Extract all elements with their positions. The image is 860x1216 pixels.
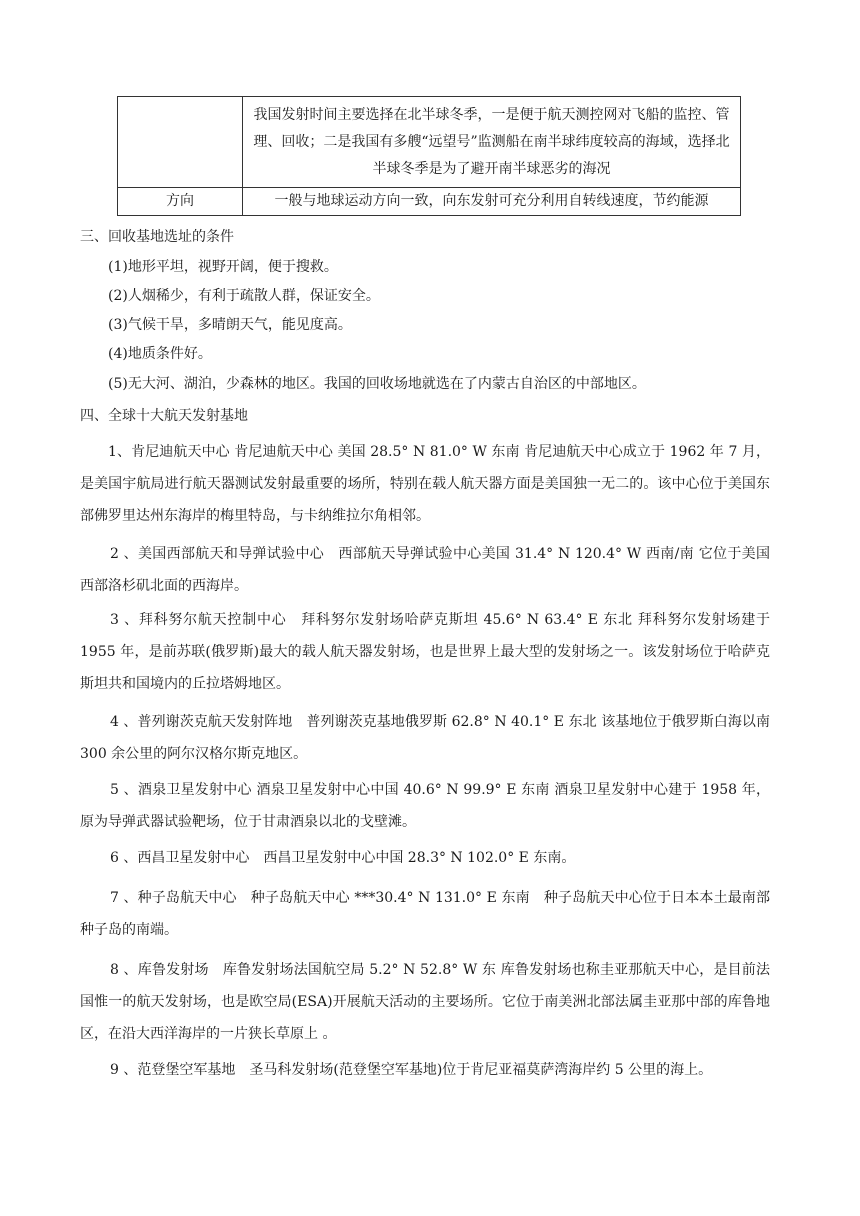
table-cell-empty (118, 97, 243, 188)
launch-base-paragraph: 7 、种子岛航天中心 种子岛航天中心 ***30.4° N 131.0° E 东南 种子岛航天中心位于日本本土最南部种子岛的南端。 (80, 890, 770, 938)
table-row (118, 188, 741, 216)
launch-base-paragraph: 5 、酒泉卫星发射中心 酒泉卫星发射中心中国 40.6° N 99.9° E 东南 酒泉卫星发射中心建于 1958 年，原为导弹武器试验靶场，位于甘肃酒泉以北的戈壁滩。 (80, 782, 770, 830)
launch-base-paragraph: 9 、范登堡空军基地 圣马科发射场(范登堡空军基地)位于肯尼亚福莫萨湾海岸约 5 公里的海上。 (110, 1062, 713, 1078)
condition-item: (3)气候干旱，多晴朗天气，能见度高。 (108, 317, 352, 333)
table-cell-direction-label: 方向 (118, 188, 243, 216)
launch-base-paragraph: 2 、美国西部航天和导弹试验中心 西部航天导弹试验中心美国 31.4° N 120.4° W 西南/南 它位于美国西部洛杉矶北面的西海岸。 (80, 546, 770, 594)
launch-base-paragraph: 6 、西昌卫星发射中心 西昌卫星发射中心中国 28.3° N 102.0° E 东南。 (110, 850, 576, 866)
section3-heading: 三、回收基地选址的条件 (80, 229, 234, 245)
table-row (118, 97, 741, 188)
table-cell-direction: 一般与地球运动方向一致，向东发射可充分利用自转线速度，节约能源 (243, 188, 741, 216)
condition-item: (5)无大河、湖泊，少森林的地区。我国的回收场地就选在了内蒙古自治区的中部地区。 (108, 376, 646, 392)
condition-item: (1)地形平坦，视野开阔，便于搜救。 (108, 259, 338, 275)
launch-base-paragraph: 4 、普列谢茨克航天发射阵地 普列谢茨克基地俄罗斯 62.8° N 40.1° E 东北 该基地位于俄罗斯白海以南 300 余公里的阿尔汉格尔斯克地区。 (80, 714, 770, 762)
launch-base-paragraph: 8 、库鲁发射场 库鲁发射场法国航空局 5.2° N 52.8° W 东 库鲁发射场也称圭亚那航天中心，是目前法国惟一的航天发射场，也是欧空局(ESA)开展航天活动的主要场所。它位于南美洲北部法属圭亚那中部的库鲁地区，在沿大西洋海岸的一片狭长草原上 。 (80, 962, 770, 1042)
launch-base-paragraph: 3 、拜科努尔航天控制中心 拜科努尔发射场哈萨克斯坦 45.6° N 63.4° E 东北 拜科努尔发射场建于 1955 年，是前苏联(俄罗斯)最大的载人航天器发射场，也是世界上最大型的发射场之一。该发射场位于哈萨克斯坦共和国境内的丘拉塔姆地区。 (80, 612, 770, 692)
section4-heading: 四、全球十大航天发射基地 (80, 408, 248, 424)
condition-item: (2)人烟稀少，有利于疏散人群，保证安全。 (108, 288, 380, 304)
table-cell-launch-time: 我国发射时间主要选择在北半球冬季，一是便于航天测控网对飞船的监控、管理、回收；二是我国有多艘“远望号”监测船在南半球纬度较高的海域，选择北半球冬季是为了避开南半球恶劣的海况 (243, 97, 741, 188)
condition-item: (4)地质条件好。 (108, 346, 212, 362)
launch-base-paragraph: 1、肯尼迪航天中心 肯尼迪航天中心 美国 28.5° N 81.0° W 东南 肯尼迪航天中心成立于 1962 年 7 月，是美国宇航局进行航天器测试发射最重要的场所，特别在载人航天器方面是美国独一无二的。该中心位于美国东部佛罗里达州东海岸的梅里特岛，与卡纳维拉尔角相邻。 (80, 444, 770, 524)
launch-conditions-table (117, 96, 741, 216)
